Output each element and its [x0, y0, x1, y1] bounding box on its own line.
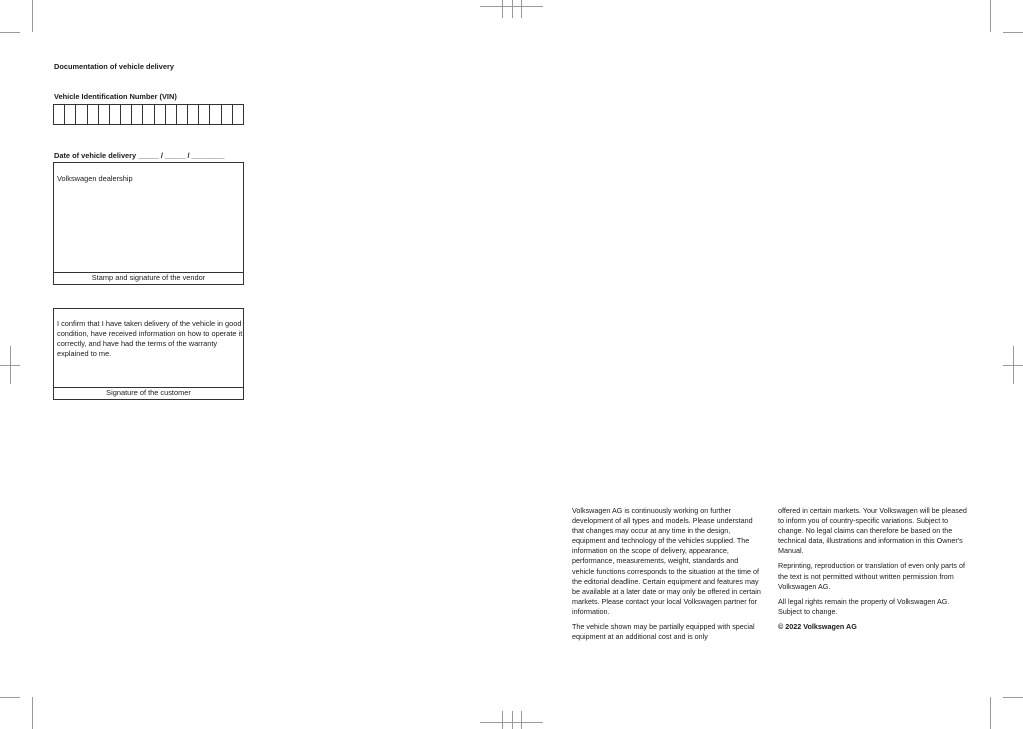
- vin-cell: [155, 105, 166, 124]
- crop-mark: [521, 711, 522, 729]
- copyright: © 2022 Volkswagen AG: [778, 621, 857, 631]
- crop-mark: [990, 0, 991, 32]
- crop-mark: [1003, 32, 1023, 33]
- customer-box: [53, 308, 244, 400]
- vin-cell: [199, 105, 210, 124]
- legal-paragraph: The vehicle shown may be partially equipped with special equipment at an additional cost and is only: [572, 622, 755, 642]
- doc-title: Documentation of vehicle delivery: [54, 62, 174, 71]
- customer-confirmation-text: I confirm that I have taken delivery of the vehicle in good condition, have received information on how to operate it correctly, and have had the terms of the warranty explained to me.: [57, 319, 243, 358]
- vin-cell: [121, 105, 132, 124]
- dealership-label: Volkswagen dealership: [57, 174, 133, 183]
- vin-label: Vehicle Identification Number (VIN): [54, 92, 177, 101]
- crop-mark: [32, 0, 33, 32]
- crop-mark: [512, 0, 513, 18]
- vin-cell: [222, 105, 233, 124]
- crop-mark: [502, 0, 503, 18]
- vin-cell: [233, 105, 243, 124]
- crop-mark: [521, 0, 522, 18]
- legal-paragraph: Reprinting, reproduction or translation of even only parts of the text is not permitted without written permission from Volkswagen AG.: [778, 561, 965, 591]
- vin-cell: [76, 105, 87, 124]
- customer-signature-label: Signature of the customer: [54, 387, 243, 399]
- vin-grid: [53, 104, 244, 125]
- vin-cell: [210, 105, 221, 124]
- vin-cell: [177, 105, 188, 124]
- legal-paragraph: All legal rights remain the property of Volkswagen AG. Subject to change.: [778, 596, 950, 616]
- vin-cell: [166, 105, 177, 124]
- crop-mark: [10, 346, 11, 384]
- crop-mark: [480, 722, 543, 723]
- legal-paragraph: Volkswagen AG is continuously working on further development of all types and models. Please understand that changes may occur at any time in the design, equipment and technology of the vehicles supplied. The information on the scope of delivery, appearance, performance, measurements, weight, standards and vehicle functions corresponds to the situation at the time of the editorial deadline. Certain equipment and features may be available at a later date or may only be offered in certain markets. Please contact your local Volkswagen partner for information.: [572, 506, 761, 616]
- vin-cell: [88, 105, 99, 124]
- vin-cell: [143, 105, 154, 124]
- crop-mark: [990, 697, 991, 729]
- crop-mark: [1013, 346, 1014, 384]
- crop-mark: [480, 6, 543, 7]
- vin-cell: [99, 105, 110, 124]
- vin-cell: [110, 105, 121, 124]
- vin-cell: [65, 105, 76, 124]
- crop-mark: [1003, 697, 1023, 698]
- crop-mark: [32, 697, 33, 729]
- legal-paragraph: offered in certain markets. Your Volkswagen will be pleased to inform you of country-specific variations. Subject to change. No legal claims can therefore be based on the technical data, illustrations and information in this Owner's Manual.: [778, 506, 967, 556]
- crop-mark: [502, 711, 503, 729]
- crop-mark: [0, 32, 20, 33]
- vendor-signature-label: Stamp and signature of the vendor: [54, 272, 243, 284]
- legal-column-2: [778, 506, 970, 637]
- crop-mark: [0, 697, 20, 698]
- delivery-date-label: Date of vehicle delivery _____ / _____ / ________: [54, 151, 225, 160]
- vin-cell: [54, 105, 65, 124]
- dealership-box: [53, 162, 244, 285]
- vin-cell: [132, 105, 143, 124]
- legal-column-1: [572, 506, 762, 647]
- vin-cell: [188, 105, 199, 124]
- crop-mark: [512, 711, 513, 729]
